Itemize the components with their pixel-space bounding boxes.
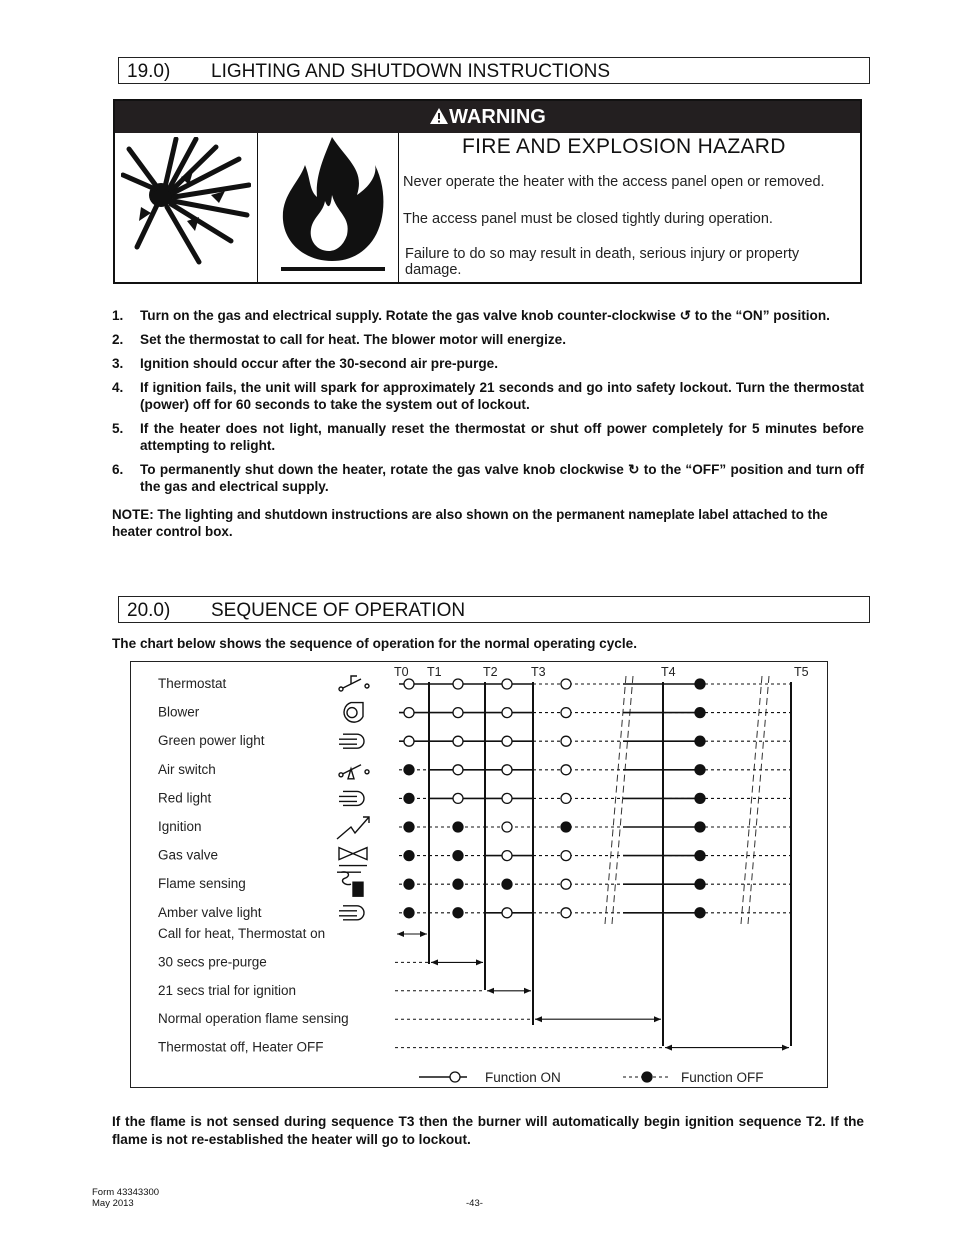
function-on-node bbox=[502, 793, 512, 803]
row-label-amber-valve-light: Amber valve light bbox=[158, 904, 262, 920]
function-off-node bbox=[404, 879, 414, 889]
phase-label-2: 30 secs pre-purge bbox=[158, 954, 267, 970]
row-label-blower: Blower bbox=[158, 704, 200, 720]
function-on-node bbox=[561, 793, 571, 803]
function-on-node bbox=[453, 793, 463, 803]
warning-label: WARNING bbox=[449, 106, 546, 128]
warning-box bbox=[113, 99, 862, 284]
section-number: 20.0) bbox=[127, 600, 171, 621]
row-label-flame-sensing: Flame sensing bbox=[158, 876, 246, 892]
arrow-head bbox=[397, 931, 404, 937]
step-item: 1. Turn on the gas and electrical supply. Rotate the gas valve knob counter-clockwise ↺ to the “ON” position. bbox=[112, 308, 830, 323]
time-label-T1: T1 bbox=[427, 665, 442, 679]
thermostat-switch-icon bbox=[339, 676, 369, 691]
legend-on-label: Function ON bbox=[485, 1070, 561, 1085]
time-label-T5: T5 bbox=[794, 665, 809, 679]
hazard-title: FIRE AND EXPLOSION HAZARD bbox=[462, 135, 786, 158]
arrow-head bbox=[487, 988, 494, 994]
function-off-node bbox=[404, 793, 414, 803]
function-off-node bbox=[453, 822, 463, 832]
function-off-node bbox=[695, 822, 705, 832]
function-on-node bbox=[453, 679, 463, 689]
function-on-node bbox=[502, 708, 512, 718]
arrow-head bbox=[431, 959, 438, 965]
section-20-header bbox=[118, 596, 870, 623]
instruction-steps bbox=[112, 307, 864, 502]
function-off-node bbox=[453, 908, 463, 918]
form-date: May 2013 bbox=[92, 1198, 134, 1209]
function-on-node bbox=[404, 679, 414, 689]
blower-icon bbox=[344, 703, 363, 723]
function-on-node bbox=[502, 851, 512, 861]
function-off-node bbox=[561, 822, 571, 832]
light-icon bbox=[339, 791, 364, 805]
section-19-header bbox=[118, 57, 870, 84]
function-on-node bbox=[404, 736, 414, 746]
row-label-red-light: Red light bbox=[158, 790, 212, 806]
warning-banner bbox=[115, 101, 860, 133]
arrow-head bbox=[524, 988, 531, 994]
legend-on-node bbox=[450, 1072, 460, 1082]
function-off-node bbox=[695, 736, 705, 746]
time-label-T3: T3 bbox=[531, 665, 546, 679]
function-off-node bbox=[404, 908, 414, 918]
function-off-node bbox=[453, 851, 463, 861]
function-off-node bbox=[502, 879, 512, 889]
function-off-node bbox=[695, 793, 705, 803]
row-label-thermostat: Thermostat bbox=[158, 676, 227, 691]
row-label-ignition: Ignition bbox=[158, 819, 202, 834]
function-on-node bbox=[561, 708, 571, 718]
arrow-head bbox=[782, 1045, 789, 1051]
warning-line-2: The access panel must be closed tightly during operation. bbox=[403, 211, 773, 227]
function-on-node bbox=[561, 879, 571, 889]
note: NOTE: The lighting and shutdown instructions are also shown on the permanent nameplate label attached to the heater control box. bbox=[112, 507, 828, 539]
step-item: 3. Ignition should occur after the 30-second air pre-purge. bbox=[112, 356, 499, 371]
row-label-gas-valve: Gas valve bbox=[158, 847, 219, 863]
function-off-node bbox=[695, 851, 705, 861]
gas-valve-icon bbox=[339, 848, 367, 866]
time-label-T2: T2 bbox=[483, 665, 498, 679]
function-on-node bbox=[502, 822, 512, 832]
function-off-node bbox=[404, 765, 414, 775]
legend-off-node bbox=[642, 1072, 652, 1082]
section-title: SEQUENCE OF OPERATION bbox=[211, 600, 466, 621]
arrow-head bbox=[476, 959, 483, 965]
function-on-node bbox=[453, 736, 463, 746]
function-off-node bbox=[695, 679, 705, 689]
form-info bbox=[92, 1187, 159, 1209]
function-off-node bbox=[404, 851, 414, 861]
function-off-node bbox=[695, 908, 705, 918]
arrow-head bbox=[420, 931, 427, 937]
sequence-chart bbox=[130, 661, 828, 1088]
time-label-T0: T0 bbox=[394, 665, 409, 679]
function-on-node bbox=[453, 765, 463, 775]
divider bbox=[257, 133, 258, 282]
arrow-head bbox=[654, 1016, 661, 1022]
phase-label-5: Thermostat off, Heater OFF bbox=[158, 1039, 324, 1055]
legend-off-label: Function OFF bbox=[681, 1070, 764, 1085]
page-number: -43- bbox=[466, 1198, 483, 1209]
function-on-node bbox=[502, 765, 512, 775]
phase-label-3: 21 secs trial for ignition bbox=[158, 982, 297, 998]
phase-label-4: Normal operation flame sensing bbox=[158, 1011, 349, 1027]
function-on-node bbox=[561, 736, 571, 746]
row-label-green-power-light: Green power light bbox=[158, 733, 265, 749]
function-on-node bbox=[561, 679, 571, 689]
function-off-node bbox=[695, 765, 705, 775]
section-number: 19.0) bbox=[127, 61, 171, 82]
function-off-node bbox=[404, 822, 414, 832]
function-on-node bbox=[561, 908, 571, 918]
step-item: 2. Set the thermostat to call for heat. The blower motor will energize. bbox=[112, 332, 567, 347]
row-label-air-switch: Air switch bbox=[158, 761, 216, 777]
step-item: 6. To permanently shut down the heater, rotate the gas valve knob clockwise ↻ to the “OFF” position and turn off the gas and electrical supply. bbox=[112, 462, 864, 494]
function-on-node bbox=[561, 765, 571, 775]
flame-sensor-icon bbox=[337, 872, 363, 896]
step-item: 5. If the heater does not light, manually reset the thermostat or shut off power completely for 5 minutes before attempting to relight. bbox=[112, 421, 864, 453]
function-on-node bbox=[453, 708, 463, 718]
warning-line-3: Failure to do so may result in death, serious injury or property damage. bbox=[405, 246, 800, 278]
function-on-node bbox=[502, 736, 512, 746]
flame-icon bbox=[277, 135, 387, 280]
explosion-icon bbox=[121, 137, 251, 277]
function-off-node bbox=[695, 708, 705, 718]
phase-label-1: Call for heat, Thermostat on bbox=[158, 926, 326, 941]
light-icon bbox=[339, 906, 364, 920]
chart-intro: The chart below shows the sequence of operation for the normal operating cycle. bbox=[112, 636, 637, 651]
arrow-head bbox=[665, 1045, 672, 1051]
warning-triangle-icon bbox=[429, 107, 449, 125]
air-switch-icon bbox=[339, 765, 369, 779]
function-off-node bbox=[453, 879, 463, 889]
footer-note: If the flame is not sensed during sequence T3 then the burner will automatically begin ignition sequence T2. If the flame is not re-established the heater will go to lockout. bbox=[112, 1114, 864, 1147]
divider bbox=[398, 133, 399, 282]
ignition-icon bbox=[337, 817, 369, 839]
function-on-node bbox=[502, 908, 512, 918]
light-icon bbox=[339, 734, 364, 748]
function-on-node bbox=[561, 851, 571, 861]
function-on-node bbox=[404, 708, 414, 718]
step-item: 4. If ignition fails, the unit will spark for approximately 21 seconds and go into safety lockout. Turn the thermostat (power) off for 60 seconds to take the system out of lockout. bbox=[112, 380, 864, 412]
time-label-T4: T4 bbox=[661, 665, 676, 679]
warning-line-1: Never operate the heater with the access panel open or removed. bbox=[403, 174, 825, 190]
section-title: LIGHTING AND SHUTDOWN INSTRUCTIONS bbox=[211, 61, 611, 82]
arrow-head bbox=[535, 1016, 542, 1022]
function-off-node bbox=[695, 879, 705, 889]
function-on-node bbox=[502, 679, 512, 689]
form-number: Form 43343300 bbox=[92, 1187, 160, 1198]
sequence-diagram bbox=[131, 662, 827, 1087]
